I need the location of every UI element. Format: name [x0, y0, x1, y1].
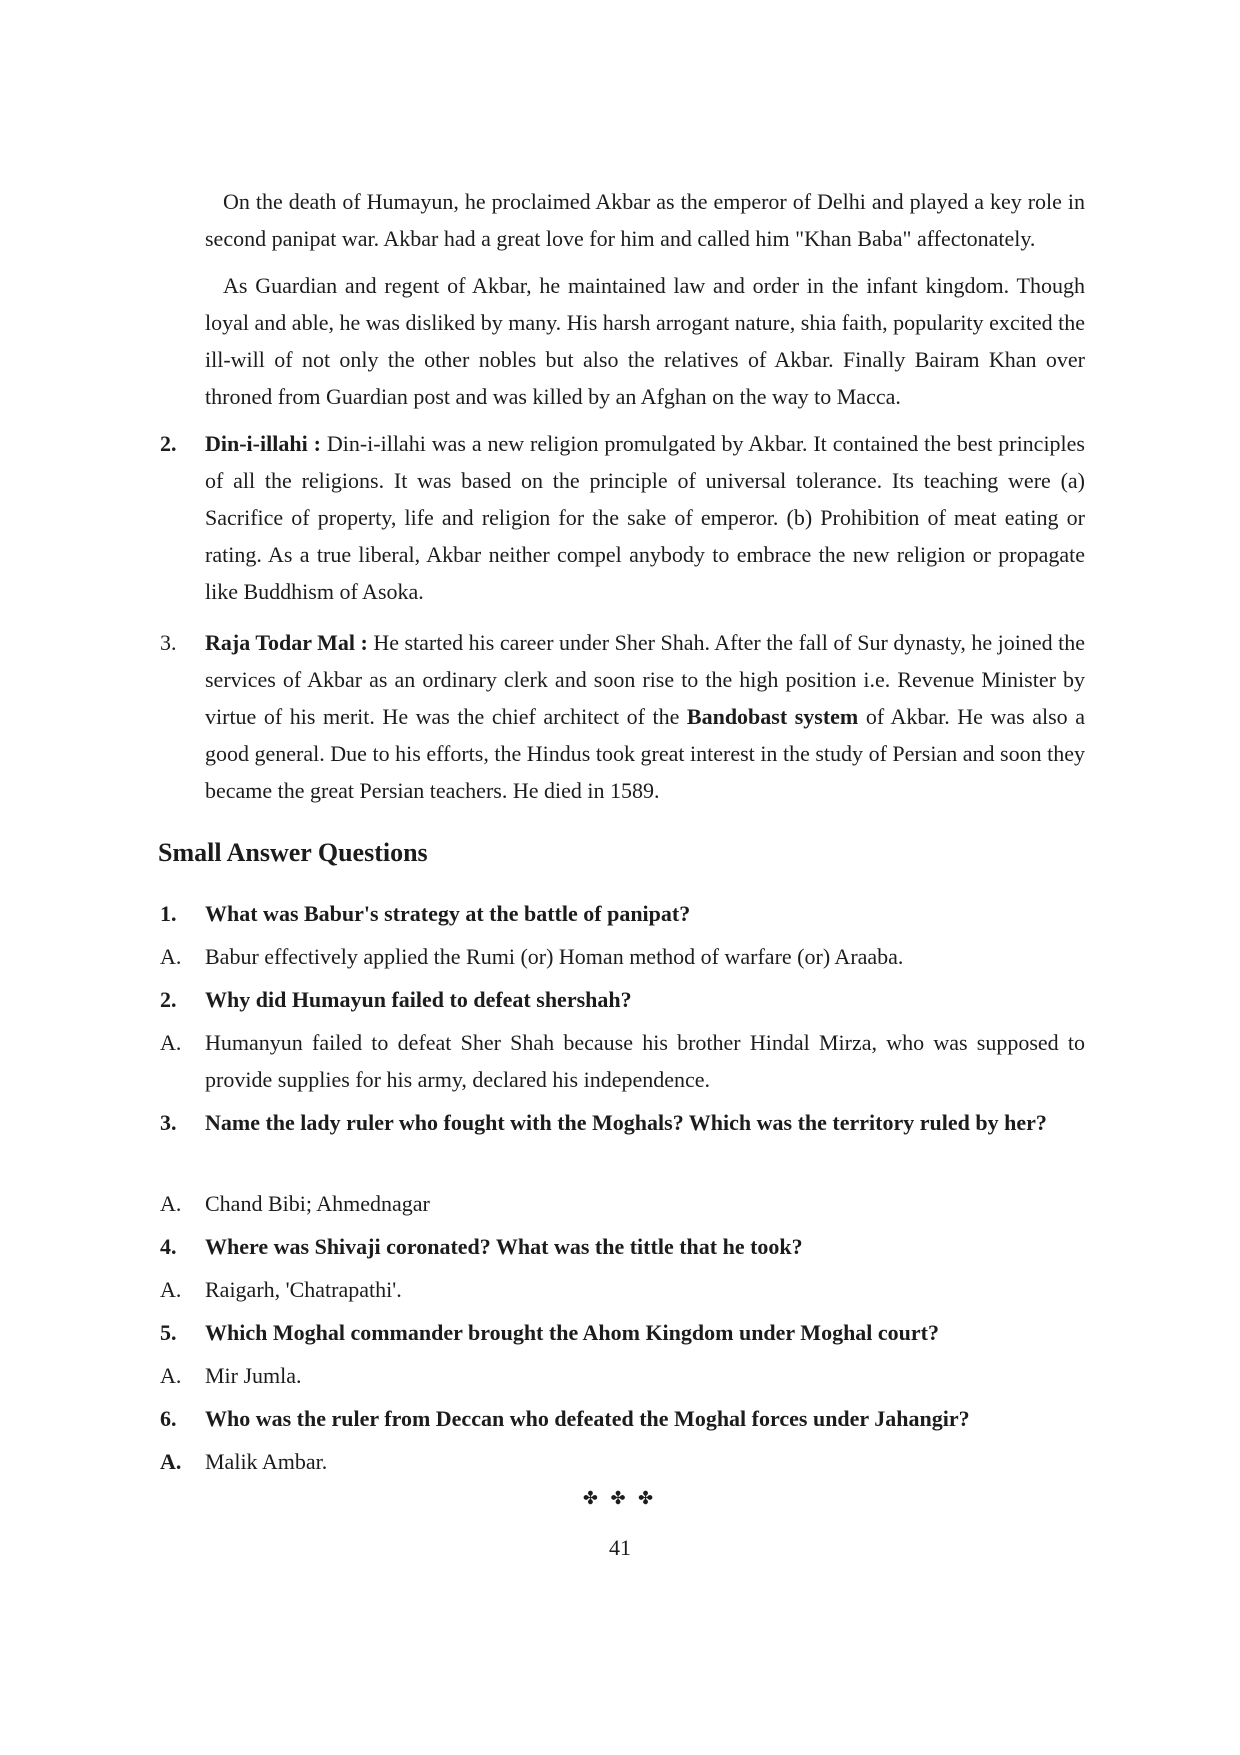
answer-6: [160, 1443, 1085, 1480]
answer-text: Chand Bibi; Ahmednagar: [205, 1191, 430, 1216]
answer-text: Mir Jumla.: [205, 1363, 302, 1388]
item-number: 3.: [160, 630, 177, 655]
item-text: of Akbar. He was also a good general. Due to his efforts, the Hindus took great interest in the study of Persian and soon they became the great Persian teachers. He died in 1589.: [205, 704, 1085, 803]
answer-label: A.: [160, 944, 182, 969]
answer-5: [160, 1357, 1085, 1394]
question-3: [160, 1104, 1085, 1141]
question-number: 5.: [160, 1320, 177, 1345]
answer-text: Humanyun failed to defeat Sher Shah because his brother Hindal Mirza, who was supposed to provide supplies for his army, declared his independence.: [205, 1030, 1085, 1092]
question-text: Why did Humayun failed to defeat shershah?: [205, 987, 632, 1012]
question-number: 4.: [160, 1234, 177, 1259]
question-text: Name the lady ruler who fought with the Moghals? Which was the territory ruled by her?: [205, 1110, 1047, 1135]
question-text: Which Moghal commander brought the Ahom Kingdom under Moghal court?: [205, 1320, 940, 1345]
question-4: [160, 1228, 1085, 1265]
answer-label: A.: [160, 1030, 182, 1055]
item-number: 2.: [160, 431, 177, 456]
question-number: 1.: [160, 901, 177, 926]
answer-text: Babur effectively applied the Rumi (or) Homan method of warfare (or) Araaba.: [205, 944, 904, 969]
item-bold-phrase: Bandobast system: [686, 704, 859, 729]
paragraph-text: As Guardian and regent of Akbar, he maintained law and order in the infant kingdom. Though loyal and able, he was disliked by many. His harsh arrogant nature, shia faith, popularity excited the ill-will of not only the other nobles but also the relatives of Akbar. Finally Bairam Khan over throned from Guardian post and was killed by an Afghan on the way to Macca.: [205, 273, 1085, 409]
answer-text: Malik Ambar.: [205, 1449, 328, 1474]
question-text: Who was the ruler from Deccan who defeated the Moghal forces under Jahangir?: [205, 1406, 970, 1431]
answer-text: Raigarh, 'Chatrapathi'.: [205, 1277, 402, 1302]
answer-2: [160, 1024, 1085, 1098]
question-text: What was Babur's strategy at the battle of panipat?: [205, 901, 691, 926]
answer-1: [160, 938, 1085, 975]
answer-3: [160, 1185, 1085, 1222]
item-text: He started his career under Sher Shah. After the fall of Sur dynasty, he joined the services of Akbar as an ordinary clerk and soon rise to the high position i.e. Revenue Minister by virtue of his merit. He was the chief architect of the: [205, 630, 1085, 729]
item-term: Raja Todar Mal :: [205, 630, 368, 655]
paragraph-humayun-death: [205, 183, 1085, 257]
section-heading: Small Answer Questions: [158, 838, 428, 867]
answer-4: [160, 1271, 1085, 1308]
item-din-i-illahi: [160, 425, 1085, 610]
question-number: 6.: [160, 1406, 177, 1431]
question-text: Where was Shivaji coronated? What was the tittle that he took?: [205, 1234, 803, 1259]
question-1: [160, 895, 1085, 932]
question-number: 2.: [160, 987, 177, 1012]
item-raja-todar-mal: [160, 624, 1085, 809]
answer-label: A.: [160, 1363, 182, 1388]
answer-label: A.: [160, 1277, 182, 1302]
question-6: [160, 1400, 1085, 1437]
question-5: [160, 1314, 1085, 1351]
question-2: [160, 981, 1085, 1018]
question-number: 3.: [160, 1110, 177, 1135]
item-text: Din-i-illahi was a new religion promulgated by Akbar. It contained the best principles of all the religions. It was based on the principle of universal tolerance. Its teaching were (a) Sacrifice of property, life and religion for the sake of emperor. (b) Prohibition of meat eating or rating. As a true liberal, Akbar neither compel anybody to embrace the new religion or propagate like Buddhism of Asoka.: [205, 431, 1085, 604]
paragraph-guardian-regent: [205, 267, 1085, 415]
paragraph-text: On the death of Humayun, he proclaimed Akbar as the emperor of Delhi and played a key role in second panipat war. Akbar had a great love for him and called him "Khan Baba" affectonately.: [205, 189, 1085, 251]
page-number: 41: [609, 1535, 631, 1560]
answer-label: A.: [160, 1449, 182, 1474]
item-term: Din-i-illahi :: [205, 431, 321, 456]
end-of-section-mark: ✤ ✤ ✤: [582, 1488, 658, 1508]
answer-label: A.: [160, 1191, 182, 1216]
